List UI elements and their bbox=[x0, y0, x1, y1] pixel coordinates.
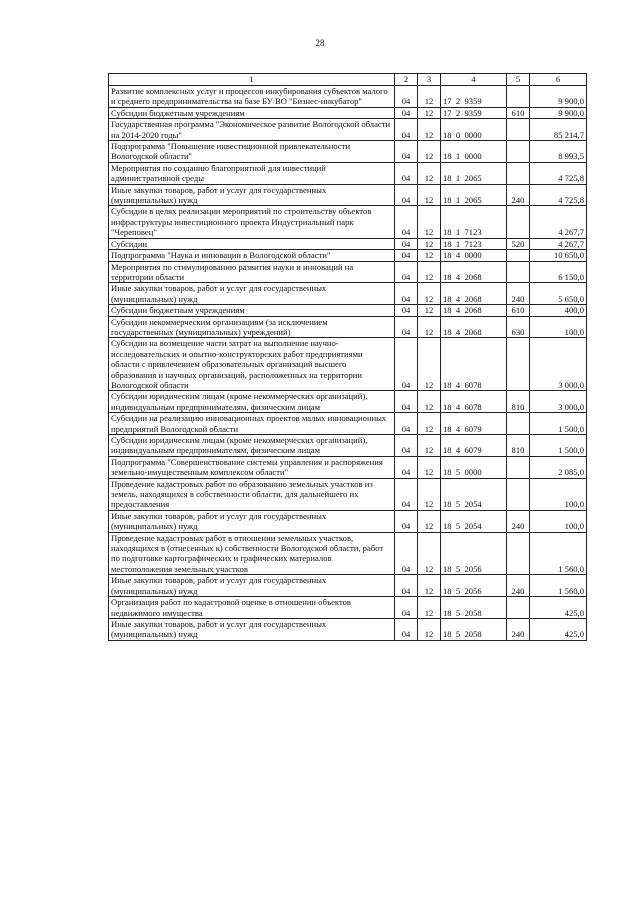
expense-type-cell: 240 bbox=[507, 575, 530, 597]
subsection-code-cell: 12 bbox=[418, 413, 441, 435]
section-code-cell: 04 bbox=[395, 510, 418, 532]
section-code-cell: 04 bbox=[395, 141, 418, 163]
section-code-cell: 04 bbox=[395, 391, 418, 413]
subsection-code-cell: 12 bbox=[418, 107, 441, 118]
table-row bbox=[109, 162, 587, 184]
subsection-code-cell: 12 bbox=[418, 119, 441, 141]
amount-cell: 4 725,8 bbox=[530, 162, 587, 184]
table-row bbox=[109, 510, 587, 532]
target-article-cell: 18 4 2068 bbox=[441, 283, 507, 305]
row-name-cell: Подпрограмма "Совершенствование системы управления и распоряжения земельно-имущественным комплексом области" bbox=[109, 456, 395, 478]
amount-cell: 9 900,0 bbox=[530, 107, 587, 118]
target-article-cell: 18 5 2058 bbox=[441, 618, 507, 640]
target-article-cell: 18 5 0000 bbox=[441, 456, 507, 478]
row-name-cell: Иные закупки товаров, работ и услуг для государственных (муниципальных) нужд bbox=[109, 618, 395, 640]
section-code-cell: 04 bbox=[395, 261, 418, 283]
subsection-code-cell: 12 bbox=[418, 261, 441, 283]
expense-type-cell bbox=[507, 478, 530, 510]
amount-cell: 1 560,0 bbox=[530, 532, 587, 575]
row-name-cell: Субсидии юридическим лицам (кроме некоммерческих организаций), индивидуальным предпринимателям, физическим лицам bbox=[109, 391, 395, 413]
table-row bbox=[109, 206, 587, 238]
subsection-code-cell: 12 bbox=[418, 338, 441, 391]
table-row bbox=[109, 184, 587, 206]
section-code-cell: 04 bbox=[395, 413, 418, 435]
table-row bbox=[109, 283, 587, 305]
target-article-cell: 17 2 9359 bbox=[441, 86, 507, 108]
row-name-cell: Субсидии бюджетным учреждениям bbox=[109, 305, 395, 316]
table-row bbox=[109, 575, 587, 597]
section-code-cell: 04 bbox=[395, 575, 418, 597]
section-code-cell: 04 bbox=[395, 119, 418, 141]
amount-cell: 4 267,7 bbox=[530, 206, 587, 238]
section-code-cell: 04 bbox=[395, 206, 418, 238]
section-code-cell: 04 bbox=[395, 184, 418, 206]
section-code-cell: 04 bbox=[395, 86, 418, 108]
subsection-code-cell: 12 bbox=[418, 206, 441, 238]
target-article-cell: 17 2 9359 bbox=[441, 107, 507, 118]
target-article-cell: 18 0 0000 bbox=[441, 119, 507, 141]
subsection-code-cell: 12 bbox=[418, 435, 441, 457]
target-article-cell: 18 5 2056 bbox=[441, 532, 507, 575]
column-header: 6 bbox=[530, 74, 587, 86]
row-name-cell: Мероприятия по созданию благоприятной для инвестиций административной среды bbox=[109, 162, 395, 184]
table-row bbox=[109, 261, 587, 283]
section-code-cell: 04 bbox=[395, 618, 418, 640]
target-article-cell: 18 4 6079 bbox=[441, 435, 507, 457]
target-article-cell: 18 5 2056 bbox=[441, 575, 507, 597]
section-code-cell: 04 bbox=[395, 238, 418, 249]
target-article-cell: 18 5 2058 bbox=[441, 597, 507, 619]
row-name-cell: Проведение кадастровых работ по образованию земельных участков из земель, находящихся в собственности области, для дальнейшего их предоставления bbox=[109, 478, 395, 510]
amount-cell: 1 500,0 bbox=[530, 413, 587, 435]
subsection-code-cell: 12 bbox=[418, 478, 441, 510]
section-code-cell: 04 bbox=[395, 250, 418, 261]
amount-cell: 8 993,5 bbox=[530, 141, 587, 163]
section-code-cell: 04 bbox=[395, 478, 418, 510]
table-row bbox=[109, 597, 587, 619]
target-article-cell: 18 1 7123 bbox=[441, 238, 507, 249]
table-row bbox=[109, 86, 587, 108]
expense-type-cell: 810 bbox=[507, 391, 530, 413]
target-article-cell: 18 1 0000 bbox=[441, 141, 507, 163]
section-code-cell: 04 bbox=[395, 316, 418, 338]
subsection-code-cell: 12 bbox=[418, 618, 441, 640]
subsection-code-cell: 12 bbox=[418, 238, 441, 249]
table-row bbox=[109, 391, 587, 413]
target-article-cell: 18 1 2065 bbox=[441, 162, 507, 184]
amount-cell: 10 650,0 bbox=[530, 250, 587, 261]
table-row bbox=[109, 316, 587, 338]
expense-type-cell: 240 bbox=[507, 510, 530, 532]
subsection-code-cell: 12 bbox=[418, 86, 441, 108]
column-header: 5 bbox=[507, 74, 530, 86]
target-article-cell: 18 4 6078 bbox=[441, 391, 507, 413]
row-name-cell: Государственная программа "Экономическое развитие Вологодской области на 2014-2020 годы" bbox=[109, 119, 395, 141]
row-name-cell: Субсидии бюджетным учреждениям bbox=[109, 107, 395, 118]
subsection-code-cell: 12 bbox=[418, 510, 441, 532]
expense-type-cell: 810 bbox=[507, 435, 530, 457]
section-code-cell: 04 bbox=[395, 162, 418, 184]
column-header: 2 bbox=[395, 74, 418, 86]
subsection-code-cell: 12 bbox=[418, 575, 441, 597]
expense-type-cell bbox=[507, 250, 530, 261]
subsection-code-cell: 12 bbox=[418, 250, 441, 261]
section-code-cell: 04 bbox=[395, 532, 418, 575]
expense-type-cell: 630 bbox=[507, 316, 530, 338]
amount-cell: 425,0 bbox=[530, 597, 587, 619]
row-name-cell: Мероприятия по стимулированию развития науки и инноваций на территории области bbox=[109, 261, 395, 283]
expense-type-cell: 610 bbox=[507, 107, 530, 118]
expense-type-cell bbox=[507, 597, 530, 619]
expense-type-cell bbox=[507, 162, 530, 184]
row-name-cell: Иные закупки товаров, работ и услуг для государственных (муниципальных) нужд bbox=[109, 184, 395, 206]
row-name-cell: Проведение кадастровых работ в отношении земельных участков, находящихся в (отнесенных к) собственности Вологодской области, работ по подготовке картографических и графических материалов местоположения земельных участков bbox=[109, 532, 395, 575]
expense-type-cell bbox=[507, 206, 530, 238]
expense-type-cell bbox=[507, 532, 530, 575]
amount-cell: 6 150,0 bbox=[530, 261, 587, 283]
row-name-cell: Иные закупки товаров, работ и услуг для государственных (муниципальных) нужд bbox=[109, 510, 395, 532]
row-name-cell: Субсидии bbox=[109, 238, 395, 249]
row-name-cell: Субсидии на реализацию инновационных проектов малых инновационных предприятий Вологодской области bbox=[109, 413, 395, 435]
amount-cell: 100,0 bbox=[530, 478, 587, 510]
expense-type-cell bbox=[507, 338, 530, 391]
row-name-cell: Подпрограмма "Повышение инвестиционной привлекательности Вологодской области" bbox=[109, 141, 395, 163]
amount-cell: 425,0 bbox=[530, 618, 587, 640]
expense-type-cell bbox=[507, 141, 530, 163]
column-header: 1 bbox=[109, 74, 395, 86]
expense-type-cell bbox=[507, 86, 530, 108]
row-name-cell: Развитие комплексных услуг и процессов инкубирования субъектов малого и среднего предпринимательства на базе БУ ВО "Бизнес-инкубатор" bbox=[109, 86, 395, 108]
table-row bbox=[109, 238, 587, 249]
expense-type-cell bbox=[507, 456, 530, 478]
table-row bbox=[109, 435, 587, 457]
expense-type-cell: 520 bbox=[507, 238, 530, 249]
expense-type-cell: 240 bbox=[507, 184, 530, 206]
table-row bbox=[109, 141, 587, 163]
table-row bbox=[109, 456, 587, 478]
target-article-cell: 18 1 2065 bbox=[441, 184, 507, 206]
target-article-cell: 18 4 6079 bbox=[441, 413, 507, 435]
table-row bbox=[109, 250, 587, 261]
expense-type-cell: 240 bbox=[507, 618, 530, 640]
target-article-cell: 18 5 2054 bbox=[441, 510, 507, 532]
expense-type-cell bbox=[507, 119, 530, 141]
amount-cell: 100,0 bbox=[530, 510, 587, 532]
amount-cell: 9 900,0 bbox=[530, 86, 587, 108]
budget-table bbox=[108, 73, 587, 641]
row-name-cell: Субсидии на возмещение части затрат на выполнение научно-исследовательских и опытно-конструкторских работ предприятиями области с привлечением образовательных организаций высшего образования и научных организаций, расположенных на территории Вологодской области bbox=[109, 338, 395, 391]
target-article-cell: 18 4 6078 bbox=[441, 338, 507, 391]
target-article-cell: 18 5 2054 bbox=[441, 478, 507, 510]
table-row bbox=[109, 338, 587, 391]
subsection-code-cell: 12 bbox=[418, 141, 441, 163]
target-article-cell: 18 1 7123 bbox=[441, 206, 507, 238]
row-name-cell: Субсидии юридическим лицам (кроме некоммерческих организаций), индивидуальным предпринимателям, физическим лицам bbox=[109, 435, 395, 457]
subsection-code-cell: 12 bbox=[418, 305, 441, 316]
row-name-cell: Иные закупки товаров, работ и услуг для государственных (муниципальных) нужд bbox=[109, 283, 395, 305]
row-name-cell: Субсидии в целях реализации мероприятий по строительству объектов инфраструктуры инвестиционного проекта Индустриальный парк "Череповец" bbox=[109, 206, 395, 238]
section-code-cell: 04 bbox=[395, 597, 418, 619]
section-code-cell: 04 bbox=[395, 107, 418, 118]
section-code-cell: 04 bbox=[395, 435, 418, 457]
amount-cell: 2 085,0 bbox=[530, 456, 587, 478]
subsection-code-cell: 12 bbox=[418, 283, 441, 305]
column-header: 3 bbox=[418, 74, 441, 86]
amount-cell: 100,0 bbox=[530, 316, 587, 338]
subsection-code-cell: 12 bbox=[418, 532, 441, 575]
amount-cell: 3 000,0 bbox=[530, 391, 587, 413]
table-row bbox=[109, 478, 587, 510]
amount-cell: 5 650,0 bbox=[530, 283, 587, 305]
amount-cell: 1 500,0 bbox=[530, 435, 587, 457]
row-name-cell: Субсидии некоммерческим организациям (за исключением государственных (муниципальных) учреждений) bbox=[109, 316, 395, 338]
target-article-cell: 18 4 2068 bbox=[441, 305, 507, 316]
amount-cell: 85 214,7 bbox=[530, 119, 587, 141]
subsection-code-cell: 12 bbox=[418, 456, 441, 478]
amount-cell: 3 000,0 bbox=[530, 338, 587, 391]
section-code-cell: 04 bbox=[395, 283, 418, 305]
section-code-cell: 04 bbox=[395, 456, 418, 478]
subsection-code-cell: 12 bbox=[418, 184, 441, 206]
table-row bbox=[109, 107, 587, 118]
subsection-code-cell: 12 bbox=[418, 597, 441, 619]
subsection-code-cell: 12 bbox=[418, 391, 441, 413]
table-row bbox=[109, 618, 587, 640]
page-number: 28 bbox=[315, 38, 325, 48]
table-row bbox=[109, 305, 587, 316]
row-name-cell: Иные закупки товаров, работ и услуг для государственных (муниципальных) нужд bbox=[109, 575, 395, 597]
expense-type-cell: 610 bbox=[507, 305, 530, 316]
subsection-code-cell: 12 bbox=[418, 162, 441, 184]
section-code-cell: 04 bbox=[395, 338, 418, 391]
target-article-cell: 18 4 2068 bbox=[441, 316, 507, 338]
table-row bbox=[109, 532, 587, 575]
expense-type-cell bbox=[507, 413, 530, 435]
subsection-code-cell: 12 bbox=[418, 316, 441, 338]
amount-cell: 4 725,8 bbox=[530, 184, 587, 206]
amount-cell: 4 267,7 bbox=[530, 238, 587, 249]
section-code-cell: 04 bbox=[395, 305, 418, 316]
amount-cell: 400,0 bbox=[530, 305, 587, 316]
expense-type-cell: 240 bbox=[507, 283, 530, 305]
target-article-cell: 18 4 0000 bbox=[441, 250, 507, 261]
column-header: 4 bbox=[441, 74, 507, 86]
target-article-cell: 18 4 2068 bbox=[441, 261, 507, 283]
expense-type-cell bbox=[507, 261, 530, 283]
row-name-cell: Подпрограмма "Наука и инновации в Вологодской области" bbox=[109, 250, 395, 261]
table-header-row bbox=[109, 74, 587, 86]
row-name-cell: Организация работ по кадастровой оценке в отношении объектов недвижимого имущества bbox=[109, 597, 395, 619]
table-row bbox=[109, 413, 587, 435]
table-row bbox=[109, 119, 587, 141]
amount-cell: 1 560,0 bbox=[530, 575, 587, 597]
